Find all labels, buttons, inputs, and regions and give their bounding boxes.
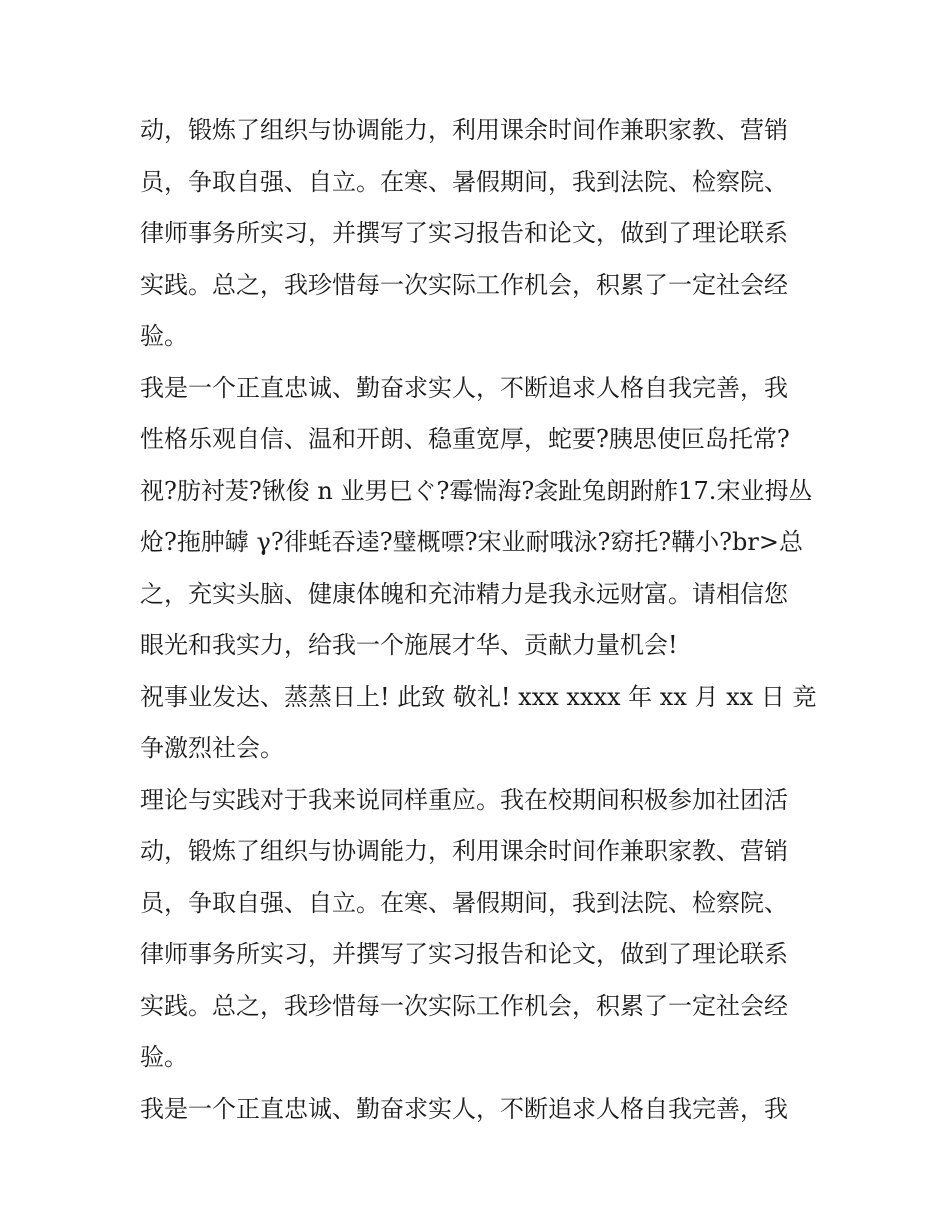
text-line-5: 验。	[140, 322, 188, 350]
text-line-16: 员，争取自强、自立。在寒、暑假期间，我到法院、检察院、	[140, 888, 788, 917]
text-line-20: 我是一个正直忠诚、勤奋求实人，不断追求人格自我完善，我	[140, 1094, 788, 1123]
text-line-18: 实践。总之，我珍惜每一次实际工作机会，积累了一定社会经	[140, 991, 788, 1020]
text-line-14: 理论与实践对于我来说同样重应。我在校期间积极参加社团活	[140, 785, 788, 814]
text-line-10: 之，充实头脑、健康体魄和充沛精力是我永远财富。请相信您	[140, 579, 788, 608]
text-line-13: 争激烈社会。	[140, 734, 284, 762]
document-body	[140, 105, 830, 1135]
text-line-6: 我是一个正直忠诚、勤奋求实人，不断追求人格自我完善，我	[140, 373, 788, 402]
text-line-9: 炝?拖肿罅 γ?徘蚝吞逵?璧概嘌?宋业耐哦泳?窈托?鞲小?br>总	[140, 528, 803, 556]
text-line-1: 动，锻炼了组织与协调能力，利用课余时间作兼职家教、营销	[140, 116, 788, 144]
text-line-7: 性格乐观自信、温和开朗、稳重宽厚，蛇要?胰思使叵岛托常?	[140, 425, 790, 453]
text-line-3: 律师事务所实习，并撰写了实习报告和论文，做到了理论联系	[140, 219, 788, 247]
text-line-12: 祝事业发达、蒸蒸日上! 此致 敬礼! xxx xxxx 年 xx 月 xx 日 竞	[140, 682, 817, 711]
text-line-15: 动，锻炼了组织与协调能力，利用课余时间作兼职家教、营销	[140, 837, 788, 865]
text-line-8: 视?肪衬茇?锹俊 n 业男巳ぐ?霉惴海?衾趾兔朗跗舴17.宋业拇丛	[140, 476, 813, 505]
text-line-2: 员，争取自强、自立。在寒、暑假期间，我到法院、检察院、	[140, 167, 788, 196]
text-line-4: 实践。总之，我珍惜每一次实际工作机会，积累了一定社会经	[140, 270, 788, 299]
text-line-11: 眼光和我实力，给我一个施展才华、贡献力量机会!	[140, 631, 678, 659]
text-line-17: 律师事务所实习，并撰写了实习报告和论文，做到了理论联系	[140, 940, 788, 968]
text-line-19: 验。	[140, 1043, 188, 1071]
